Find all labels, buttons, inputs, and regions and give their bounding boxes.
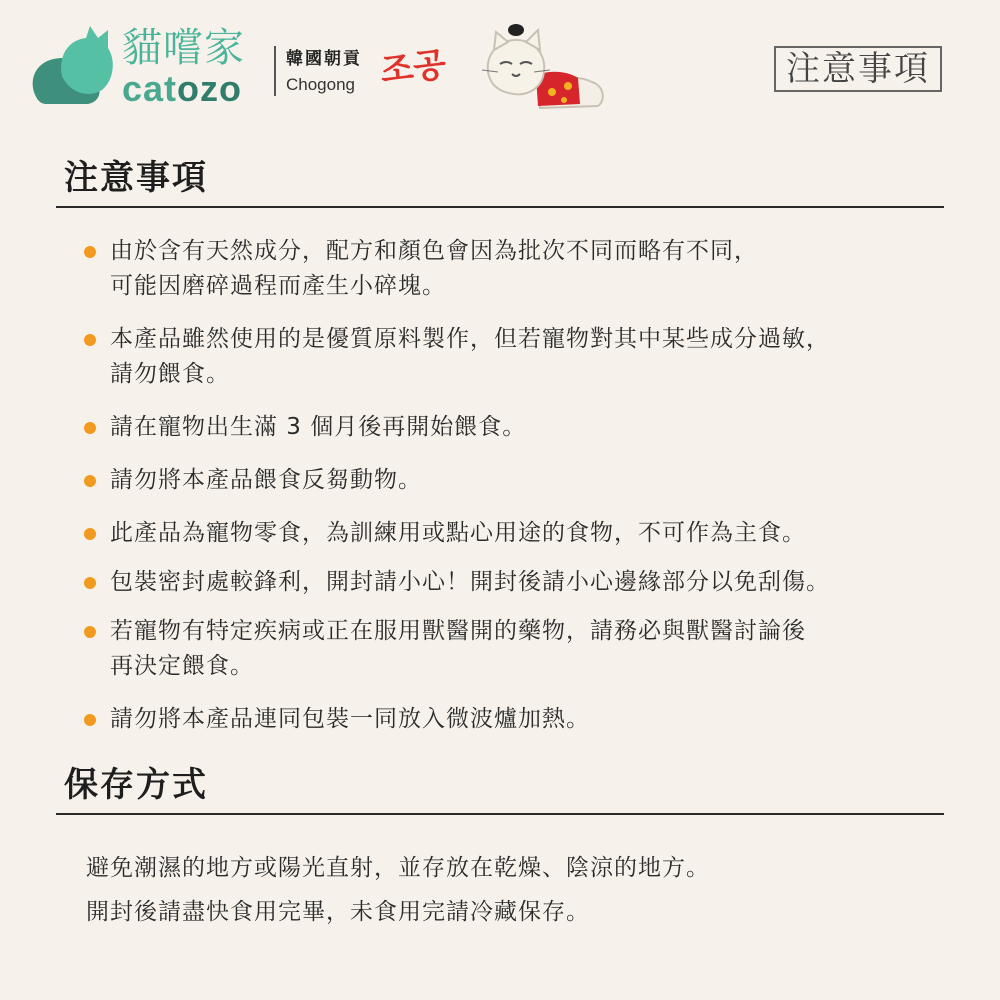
storage-title: 保存方式 [64, 765, 208, 805]
partner-name-zh: 韓國朝貢 [286, 49, 362, 69]
list-item-line: 請勿餵食。 [110, 361, 230, 387]
bullet-icon [84, 334, 96, 346]
brand-name-en-part2: ozo [177, 68, 243, 109]
list-item-line: 請勿將本產品連同包裝一同放入微波爐加熱。 [110, 706, 590, 732]
header-divider [274, 46, 276, 96]
bullet-icon [84, 246, 96, 258]
brand [122, 26, 245, 108]
header-tag: 注意事項 [774, 46, 942, 92]
notice-list [84, 234, 944, 742]
list-item-line: 若寵物有特定疾病或正在服用獸醫開的藥物，請務必與獸醫討論後 [110, 618, 806, 644]
list-item [84, 234, 944, 322]
bullet-icon [84, 626, 96, 638]
list-item-line: 包裝密封處較鋒利，開封請小心！開封後請小心邊緣部分以免刮傷。 [110, 569, 830, 595]
list-item-line: 請勿將本產品餵食反芻動物。 [110, 467, 422, 493]
list-item [84, 322, 944, 410]
bullet-icon [84, 475, 96, 487]
cat-logo-icon [28, 22, 118, 106]
storage-text [86, 846, 710, 934]
bullet-icon [84, 714, 96, 726]
bullet-icon [84, 528, 96, 540]
bullet-icon [84, 577, 96, 589]
partner-name-en: Chogong [286, 75, 356, 94]
list-item [84, 614, 944, 702]
list-item-line: 由於含有天然成分，配方和顏色會因為批次不同而略有不同， [110, 238, 758, 264]
list-item [84, 516, 944, 565]
brand-name-en-part1: cat [122, 68, 178, 109]
storage-line: 開封後請盡快食用完畢，未食用完請冷藏保存。 [86, 899, 590, 925]
partner-korean-logo: 조공 [378, 44, 448, 92]
list-item-line: 此產品為寵物零食，為訓練用或點心用途的食物，不可作為主食。 [110, 520, 806, 546]
header [0, 0, 1000, 120]
partner-brand [286, 44, 362, 95]
list-item [84, 702, 944, 742]
list-item [84, 565, 944, 614]
storage-rule [56, 813, 944, 815]
list-item [84, 463, 944, 516]
list-item-line: 請在寵物出生滿 3 個月後再開始餵食。 [110, 414, 527, 440]
list-item-line: 本產品雖然使用的是優質原料製作，但若寵物對其中某些成分過敏， [110, 326, 830, 352]
list-item-line: 再決定餵食。 [110, 653, 254, 679]
brand-name-zh: 貓嚐家 [122, 25, 245, 71]
bullet-icon [84, 422, 96, 434]
notice-rule [56, 206, 944, 208]
list-item [84, 410, 944, 463]
notice-title: 注意事項 [64, 158, 208, 198]
list-item-line: 可能因磨碎過程而產生小碎塊。 [110, 273, 446, 299]
cat-mascot-icon [480, 20, 610, 112]
storage-line: 避免潮濕的地方或陽光直射，並存放在乾燥、陰涼的地方。 [86, 855, 710, 881]
brand-name-en [122, 70, 245, 108]
